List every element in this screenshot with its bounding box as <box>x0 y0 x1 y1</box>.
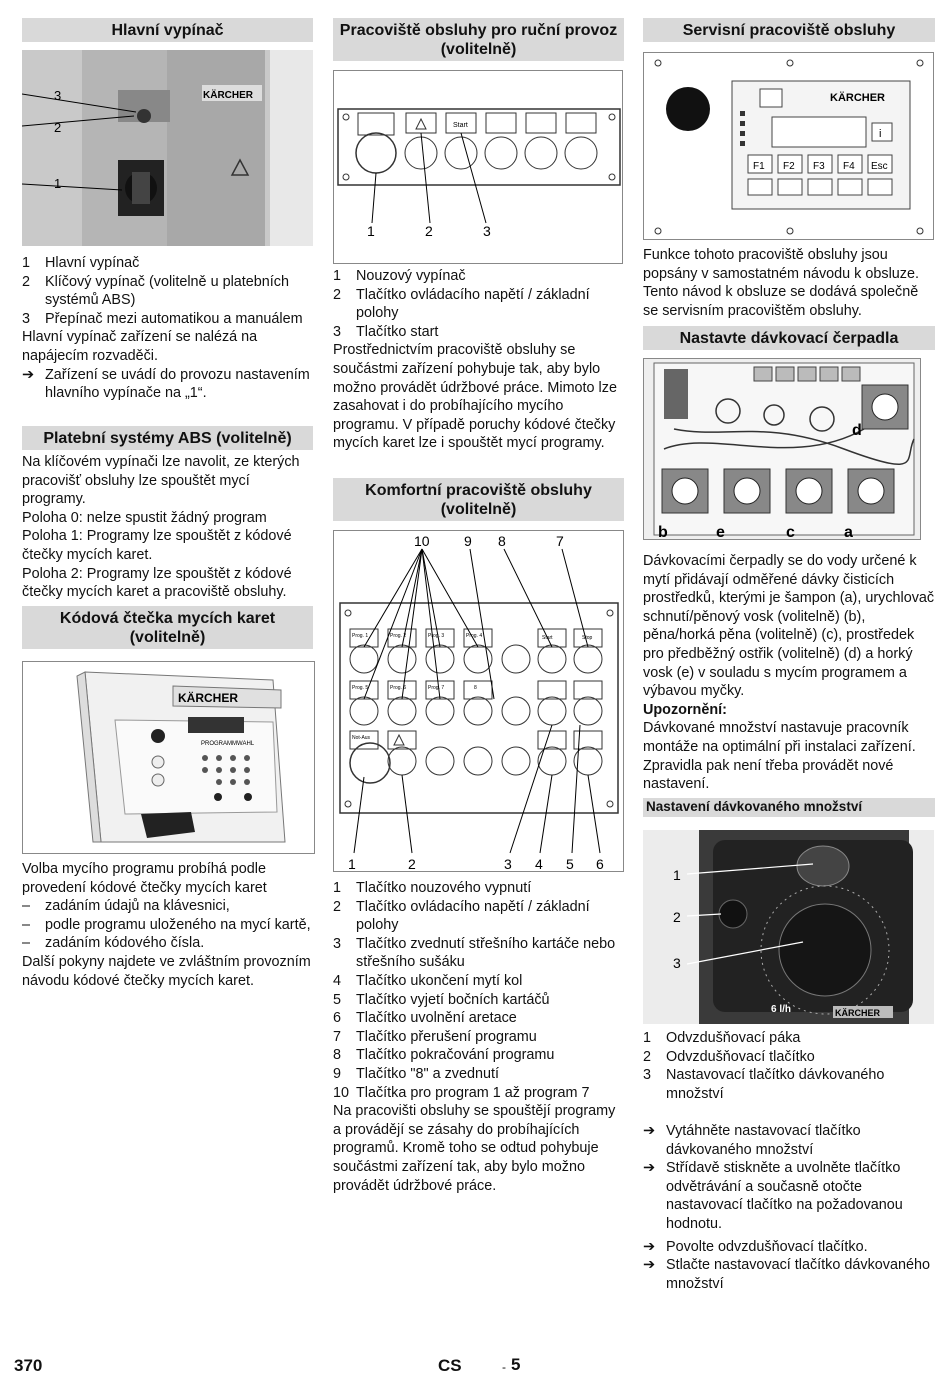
manual-panel-text: Prostřednictvím pracoviště obsluhy se součástmi zařízení pohybuje tak, aby bylo možno provádět údržbové práce. Mimoto lze zasahovat i do probíhajícího mycího programu. V případě poruchy kódové čtečky mycích karet lze i spouštět mycí programy. <box>333 342 617 452</box>
start-label: Start <box>542 635 553 641</box>
section-heading-service-panel: Servisní pracoviště obsluhy <box>643 18 935 42</box>
reader-display-label: PROGRAMMWAHL <box>201 741 255 747</box>
pump-label-d: d <box>852 422 862 439</box>
list-item: 3 Přepínač mezi automatikou a manuálem <box>22 310 303 327</box>
fig1-label-2: 2 <box>54 120 62 135</box>
section-heading-abs: Platební systémy ABS (volitelně) <box>22 426 313 450</box>
dose-setting-list <box>643 1029 935 1103</box>
step-item: ➔ Povolte odvzdušňovací tlačítko. <box>643 1238 868 1255</box>
pump-label-a: a <box>844 524 853 540</box>
section-heading-card-reader: Kódová čtečka mycích karet (volitelně) <box>22 606 313 649</box>
list-item: 2 Odvzdušňovací tlačítko <box>643 1048 815 1065</box>
dash-item: – zadáním údajů na klávesnici, <box>22 898 230 915</box>
step-item: ➔ Stlačte nastavovací tlačítko dávkovaného množství <box>643 1257 930 1292</box>
card-reader-text: Volba mycího programu probíhá podle provedení kódové čtečky mycích karet – zadáním údajů na klávesnici, – podle programu uloženého na mycí kartě, – zadáním kódového čísla. Další pokyny najdete ve zvláštním provozním návodu kódové čtečky mycích karet. <box>22 860 313 990</box>
list-item: 3 Tlačítko zvednutí střešního kartáče nebo střešního sušáku <box>333 935 616 971</box>
fig6-label-3: 3 <box>673 955 681 971</box>
arrow-icon: ➔ <box>643 1123 656 1139</box>
step-item: ➔ Zařízení se uvádí do provozu nastavením hlavního vypínače na „1“. <box>22 366 310 402</box>
note-title: Upozornění: <box>643 701 727 718</box>
fig3-label-1: 1 <box>348 856 356 872</box>
dose-setting-figure <box>643 830 934 1024</box>
note-text: Dávkované množství nastavuje pracovník montáže na optimální při instalaci zařízení. Zpravidla pak není třeba provádět nové nastavení. <box>643 720 916 793</box>
fig3-label-4: 4 <box>535 856 543 872</box>
list-item: 3 Nastavovací tlačítko dávkovaného množství <box>643 1067 885 1102</box>
list-item: 1 Tlačítko nouzového vypnutí <box>333 880 532 896</box>
pump-label-c: c <box>786 524 795 540</box>
fig3-label-9: 9 <box>464 533 472 549</box>
prog-label-6: Prog. 6 <box>390 685 407 691</box>
fig1-label-3: 3 <box>54 88 62 103</box>
fig6-logo: KÄRCHER <box>835 1008 880 1018</box>
list-item: 8 Tlačítko pokračování programu <box>333 1047 555 1064</box>
list-item: 4 Tlačítko ukončení mytí kol <box>333 972 523 989</box>
prog-label-1: Prog. 1 <box>352 633 369 639</box>
service-panel-figure <box>643 52 934 240</box>
comfort-panel-figure <box>333 530 624 872</box>
language-code: CS <box>438 1356 462 1375</box>
abs-text: Na klíčovém vypínači lze navolit, ze kterých pracovišť obsluhy lze spouštět mycí programy. Poloha 0: nelze spustit žádný program Poloha 1: Programy lze spouštět z kódové čtečky mycích karet. Poloha 2: Programy lze spouštět z kódové čtečky mycích karet a pracoviště obsluhy. <box>22 454 300 601</box>
fig4-key-f2: F2 <box>783 161 795 172</box>
section-heading-dosing-pumps: Nastavte dávkovací čerpadla <box>643 326 935 350</box>
card-reader-figure <box>22 661 315 854</box>
sub-page-number: 5 <box>511 1355 521 1374</box>
list-item: 9 Tlačítko "8" a zvednutí <box>333 1065 499 1082</box>
fig3-label-3: 3 <box>504 856 512 872</box>
fig3-label-7: 7 <box>556 533 564 549</box>
prog-label-7: Prog. 7 <box>428 685 445 691</box>
list-item: 1 Odvzdušňovací páka <box>643 1030 801 1046</box>
prog-label-2: Prog. 2 <box>390 633 407 639</box>
manual-panel-figure <box>333 70 623 264</box>
fig4-key-esc: Esc <box>871 161 888 172</box>
arrow-icon: ➔ <box>643 1160 656 1177</box>
fig4-key-f3: F3 <box>813 161 825 172</box>
dosing-pumps-figure <box>643 358 921 540</box>
section-heading-manual-panel: Pracoviště obsluhy pro ruční provoz (volitelně) <box>333 18 624 61</box>
list-item: 7 Tlačítko přerušení programu <box>333 1028 537 1045</box>
section-heading-comfort-panel: Komfortní pracoviště obsluhy (volitelně) <box>333 478 624 521</box>
manual-panel-list <box>333 267 624 453</box>
list-item: 5 Tlačítko vyjetí bočních kartáčů <box>333 991 550 1008</box>
list-item: 2 Tlačítko ovládacího napětí / základní polohy <box>333 898 590 934</box>
fig3-label-6: 6 <box>596 856 604 872</box>
fig4-logo: KÄRCHER <box>830 92 885 104</box>
fig3-label-5: 5 <box>566 856 574 872</box>
prog-label-5: Prog. 5 <box>352 685 369 691</box>
fig1-logo: KÄRCHER <box>203 90 253 101</box>
pump-label-b: b <box>658 524 668 540</box>
dose-setting-steps <box>643 1122 935 1293</box>
fig6-rate: 6 l/h <box>771 1004 792 1015</box>
fig6-label-2: 2 <box>673 909 681 925</box>
fig4-info-key: i <box>879 128 882 140</box>
fig3-label-8: 8 <box>498 533 506 549</box>
fig2-label-2: 2 <box>425 223 433 239</box>
fig3-label-2: 2 <box>408 856 416 872</box>
step-item: ➔ Střídavě stiskněte a uvolněte tlačítko odvětrávání a současně otočte nastavovací tlačítko na požadovanou hodnotu. <box>643 1160 903 1232</box>
main-switch-figure <box>22 50 313 246</box>
arrow-icon: ➔ <box>643 1257 656 1274</box>
main-switch-text: Hlavní vypínač zařízení se nalézá na napájecím rozvaděči. <box>22 329 258 364</box>
comfort-panel-text: Na pracovišti obsluhy se spouštějí programy a provádějí se zásahy do probíhajících programů. Kromě toho se odtud pohybuje součástmi zařízení tak, aby bylo možno provádět údržbové práce. <box>333 1103 616 1194</box>
dosing-pumps-text: Dávkovacími čerpadly se do vody určené k mytí přidávají odměřené dávky čisticích prostředků, kterými je šampon (a), urychlovač schnutí/pěnový vosk (volitelně) (b), pěna/horká pěna (volitelně) (c), prostředek pro předběžný ostřik (volitelně) (d) a horký vosk (e) v souladu s mycím programem a výbavou myčky. Upozornění: Dávkované množství nastavuje pracovník montáže na optimální při instalaci zařízení. Zpravidla pak není třeba provádět nové nastavení. <box>643 553 935 793</box>
prog-label-4: Prog. 4 <box>466 633 483 639</box>
list-item: 6 Tlačítko uvolnění aretace <box>333 1010 517 1027</box>
page-number: 370 <box>14 1356 43 1375</box>
fig4-key-f1: F1 <box>753 161 765 172</box>
section-heading-main-switch: Hlavní vypínač <box>22 18 313 42</box>
arrow-icon: ➔ <box>643 1238 656 1255</box>
list-item: 2 Klíčový vypínač (volitelně u platebních systémů ABS) <box>22 273 289 309</box>
not-aus-label: Not-Aus <box>352 735 371 741</box>
prog-label-3: Prog. 3 <box>428 633 445 639</box>
list-item: 2 Tlačítko ovládacího napětí / základní polohy <box>333 286 590 322</box>
fig6-label-1: 1 <box>673 867 681 883</box>
pump-label-e: e <box>716 524 725 540</box>
comfort-panel-list <box>333 879 624 1195</box>
stop-label: Stop <box>582 635 593 641</box>
list-item: 1 Nouzový vypínač <box>333 268 466 284</box>
prog-label-8: 8 <box>474 685 477 691</box>
list-item: 3 Tlačítko start <box>333 323 439 340</box>
fig1-label-1: 1 <box>54 176 62 191</box>
list-item: 1 Hlavní vypínač <box>22 255 140 271</box>
fig2-label-1: 1 <box>367 223 375 239</box>
fig3-label-10: 10 <box>414 533 430 549</box>
list-item: 10 Tlačítka pro program 1 až program 7 <box>333 1084 590 1101</box>
dash-item: – zadáním kódového čísla. <box>22 935 205 952</box>
page-dash: - <box>502 1360 506 1374</box>
main-switch-list <box>22 254 313 403</box>
dash-item: – podle programu uloženého na mycí kartě, <box>22 916 311 933</box>
section-heading-dose-setting: Nastavení dávkovaného množství <box>643 798 935 817</box>
fig4-key-f4: F4 <box>843 161 855 172</box>
fig2-start-label: Start <box>453 122 468 129</box>
fig2-label-3: 3 <box>483 223 491 239</box>
reader-logo: KÄRCHER <box>178 691 238 705</box>
step-item: ➔ Vytáhněte nastavovací tlačítko dávkovaného množství <box>643 1123 861 1158</box>
service-panel-text: Funkce tohoto pracoviště obsluhy jsou popsány v samostatném návodu k obsluze. Tento návod k obsluze se dodává společně se servisním pracovištěm obsluhy. <box>643 247 919 319</box>
arrow-icon: ➔ <box>22 366 35 383</box>
